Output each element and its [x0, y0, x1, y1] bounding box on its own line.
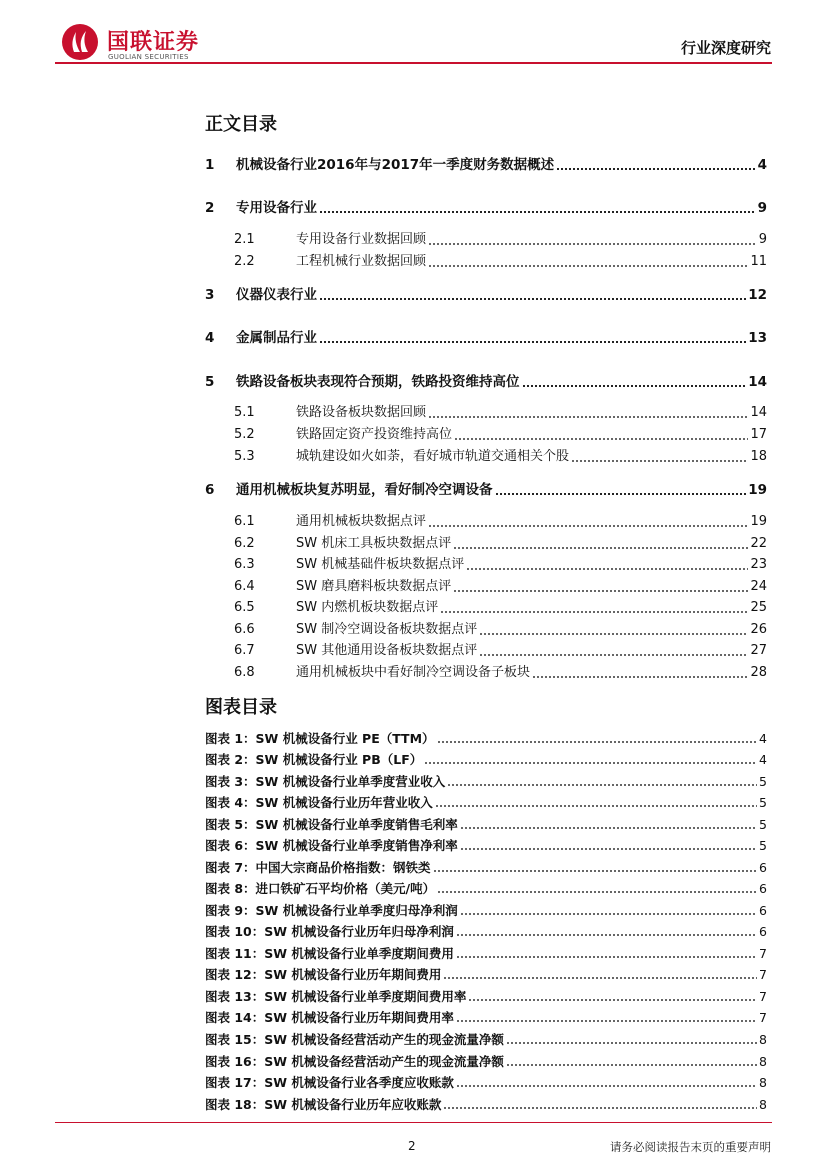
toc-entry-title: 仪器仪表行业 [236, 287, 317, 303]
figure-entry-page: 7 [759, 967, 767, 982]
dot-leader [319, 211, 756, 213]
toc-entry-number: 6.2 [234, 536, 255, 551]
toc-entry-number: 6.1 [234, 514, 255, 529]
figure-list-entry[interactable] [205, 774, 767, 789]
toc-entry-title: SW 制冷空调设备板块数据点评 [296, 622, 478, 637]
figure-list-entry[interactable] [205, 752, 767, 767]
toc-chapter-entry[interactable] [205, 287, 767, 303]
dot-leader [443, 1107, 757, 1109]
toc-entry-title: 铁路设备板块表现符合预期，铁路投资维持高位 [236, 374, 520, 390]
toc-section-entry[interactable] [205, 405, 767, 421]
figure-entry-page: 8 [759, 1097, 767, 1112]
toc-entry-page: 14 [748, 374, 767, 390]
figure-entry-title: 图表 18：SW 机械设备行业历年应收账款 [205, 1097, 442, 1112]
toc-entry-number: 4 [205, 330, 215, 346]
toc-entry-page: 12 [748, 287, 767, 303]
toc-entry-number: 6 [205, 482, 215, 498]
figure-entry-page: 6 [759, 881, 767, 896]
figure-entry-title: 图表 13：SW 机械设备行业单季度期间费用率 [205, 989, 467, 1004]
toc-entry-number: 5.1 [234, 405, 255, 420]
dot-leader [453, 590, 748, 592]
toc-entry-number: 2 [205, 200, 215, 216]
toc-entry-page: 19 [748, 482, 767, 498]
toc-entry-number: 5.2 [234, 427, 255, 442]
dot-leader [460, 827, 757, 829]
toc-entry-number: 6.8 [234, 665, 255, 680]
dot-leader [479, 633, 748, 635]
toc-section-entry[interactable] [205, 449, 767, 465]
toc-entry-title: 专用设备行业 [236, 200, 317, 216]
dot-leader [460, 913, 757, 915]
toc-entry-page: 28 [750, 665, 767, 680]
toc-entry-title: 通用机械板块中看好制冷空调设备子板块 [296, 665, 531, 680]
toc-section-entry[interactable] [205, 254, 767, 270]
figure-entry-page: 5 [759, 838, 767, 853]
toc-entry-page: 23 [750, 557, 767, 572]
figure-entry-title: 图表 4：SW 机械设备行业历年营业收入 [205, 795, 433, 810]
figure-entry-page: 5 [759, 795, 767, 810]
figure-entry-title: 图表 14：SW 机械设备行业历年期间费用率 [205, 1010, 454, 1025]
toc-entry-number: 6.6 [234, 622, 255, 637]
toc-entry-page: 27 [750, 643, 767, 658]
figure-entry-page: 7 [759, 989, 767, 1004]
toc-chapter-entry[interactable] [205, 157, 767, 173]
toc-chapter-entry[interactable] [205, 374, 767, 390]
dot-leader [319, 341, 746, 343]
toc-section-entry[interactable] [205, 557, 767, 573]
toc-entry-title: 通用机械板块数据点评 [296, 514, 427, 529]
figure-entry-page: 4 [759, 731, 767, 746]
figure-entry-title: 图表 17：SW 机械设备行业各季度应收账款 [205, 1075, 454, 1090]
page-header [0, 0, 827, 70]
dot-leader [495, 493, 747, 495]
toc-entry-page: 19 [750, 514, 767, 529]
toc-section-entry[interactable] [205, 622, 767, 638]
toc-entry-page: 22 [750, 536, 767, 551]
toc-entry-number: 2.2 [234, 254, 255, 269]
toc-entry-title: 铁路设备板块数据回顾 [296, 405, 427, 420]
dot-leader [437, 891, 757, 893]
toc-entry-number: 6.4 [234, 579, 255, 594]
dot-leader [556, 168, 755, 170]
brand-logo [55, 18, 255, 66]
figure-entry-page: 6 [759, 924, 767, 939]
brand-name-cn: 国联证券 [107, 30, 200, 55]
dot-leader [532, 676, 748, 678]
toc-entry-page: 18 [750, 449, 767, 464]
toc-entry-number: 6.5 [234, 600, 255, 615]
toc-entry-title: SW 机械基础件板块数据点评 [296, 557, 465, 572]
toc-entry-number: 6.7 [234, 643, 255, 658]
dot-leader [319, 298, 746, 300]
figure-list-entry[interactable] [205, 817, 767, 832]
guolian-logo-icon [60, 22, 100, 62]
dot-leader [437, 741, 758, 743]
figure-list-entry[interactable] [205, 795, 767, 810]
figure-entry-page: 8 [759, 1054, 767, 1069]
dot-leader [424, 762, 757, 764]
dot-leader [453, 547, 748, 549]
dot-leader [428, 265, 748, 267]
figure-entry-title: 图表 15：SW 机械设备经营活动产生的现金流量净额 [205, 1032, 504, 1047]
figure-list-entry[interactable] [205, 924, 767, 939]
dot-leader [456, 934, 757, 936]
figure-list-entry[interactable] [205, 1075, 767, 1090]
toc-section-entry[interactable] [205, 643, 767, 659]
figure-list-entry[interactable] [205, 860, 767, 875]
toc-chapter-entry[interactable] [205, 482, 767, 498]
disclaimer: 请务必阅读报告末页的重要声明 [610, 1140, 771, 1154]
figure-entry-title: 图表 1：SW 机械设备行业 PE（TTM） [205, 731, 435, 746]
dot-leader [443, 977, 757, 979]
dot-leader [506, 1064, 757, 1066]
toc-entry-number: 2.1 [234, 232, 255, 247]
figure-entry-title: 图表 11：SW 机械设备行业单季度期间费用 [205, 946, 454, 961]
figure-entry-page: 7 [759, 1010, 767, 1025]
dot-leader [428, 243, 757, 245]
toc-section-entry[interactable] [205, 536, 767, 552]
figure-list-entry[interactable] [205, 946, 767, 961]
figure-entry-title: 图表 7：中国大宗商品价格指数：钢铁类 [205, 860, 431, 875]
brand-name-en: GUOLIAN SECURITIES [108, 53, 189, 61]
toc-entry-title: SW 机床工具板块数据点评 [296, 536, 452, 551]
toc-entry-page: 25 [750, 600, 767, 615]
dot-leader [433, 870, 757, 872]
dot-leader [440, 611, 748, 613]
toc-entry-page: 24 [750, 579, 767, 594]
figure-entry-title: 图表 12：SW 机械设备行业历年期间费用 [205, 967, 442, 982]
toc-entry-page: 17 [750, 427, 767, 442]
toc-entry-title: 工程机械行业数据回顾 [296, 254, 427, 269]
figure-entry-title: 图表 3：SW 机械设备行业单季度营业收入 [205, 774, 446, 789]
figure-entry-title: 图表 8：进口铁矿石平均价格（美元/吨） [205, 881, 436, 896]
toc-entry-page: 9 [758, 232, 767, 247]
dot-leader [506, 1042, 757, 1044]
dot-leader [428, 525, 748, 527]
toc-entry-page: 11 [750, 254, 767, 269]
figures-heading: 图表目录 [205, 697, 277, 718]
toc-section-entry[interactable] [205, 665, 767, 681]
toc-entry-title: SW 磨具磨料板块数据点评 [296, 579, 452, 594]
dot-leader [456, 956, 757, 958]
toc-entry-page: 4 [757, 157, 767, 173]
toc-entry-number: 5 [205, 374, 215, 390]
toc-heading: 正文目录 [205, 114, 277, 135]
toc-section-entry[interactable] [205, 232, 767, 248]
dot-leader [447, 784, 757, 786]
toc-entry-title: 城轨建设如火如荼，看好城市轨道交通相关个股 [296, 449, 570, 464]
dot-leader [435, 805, 757, 807]
toc-section-entry[interactable] [205, 427, 767, 443]
figure-entry-page: 4 [759, 752, 767, 767]
toc-chapter-entry[interactable] [205, 200, 767, 216]
figure-list-entry[interactable] [205, 1032, 767, 1047]
toc-entry-title: 通用机械板块复苏明显，看好制冷空调设备 [236, 482, 493, 498]
figure-list-entry[interactable] [205, 989, 767, 1004]
figure-entry-page: 6 [759, 903, 767, 918]
toc-entry-number: 1 [205, 157, 215, 173]
toc-entry-title: 金属制品行业 [236, 330, 317, 346]
figure-entry-page: 8 [759, 1075, 767, 1090]
footer-divider [55, 1122, 772, 1123]
document-type: 行业深度研究 [680, 39, 771, 57]
dot-leader [468, 999, 757, 1001]
dot-leader [456, 1020, 757, 1022]
figure-list-entry[interactable] [205, 1097, 767, 1112]
toc-entry-title: SW 其他通用设备板块数据点评 [296, 643, 478, 658]
figure-list-entry[interactable] [205, 903, 767, 918]
toc-entry-page: 9 [757, 200, 767, 216]
figure-entry-title: 图表 6：SW 机械设备行业单季度销售净利率 [205, 838, 458, 853]
figure-list-entry[interactable] [205, 1010, 767, 1025]
toc-entry-page: 13 [748, 330, 767, 346]
toc-section-entry[interactable] [205, 600, 767, 616]
figure-entry-title: 图表 5：SW 机械设备行业单季度销售毛利率 [205, 817, 458, 832]
toc-entry-number: 3 [205, 287, 215, 303]
dot-leader [454, 438, 748, 440]
toc-entry-title: 机械设备行业2016年与2017年一季度财务数据概述 [236, 157, 555, 173]
figure-entry-page: 6 [759, 860, 767, 875]
figure-list-entry[interactable] [205, 1054, 767, 1069]
figure-entry-title: 图表 16：SW 机械设备经营活动产生的现金流量净额 [205, 1054, 504, 1069]
figure-entry-page: 5 [759, 774, 767, 789]
figure-entry-title: 图表 9：SW 机械设备行业单季度归母净利润 [205, 903, 458, 918]
dot-leader [460, 848, 757, 850]
page-number: 2 [408, 1139, 416, 1153]
dot-leader [479, 654, 748, 656]
figure-list-entry[interactable] [205, 967, 767, 982]
dot-leader [456, 1085, 757, 1087]
dot-leader [522, 385, 747, 387]
figure-entry-title: 图表 10：SW 机械设备行业历年归母净利润 [205, 924, 454, 939]
toc-entry-title: SW 内燃机板块数据点评 [296, 600, 439, 615]
toc-section-entry[interactable] [205, 514, 767, 530]
toc-entry-number: 5.3 [234, 449, 255, 464]
figure-list-entry[interactable] [205, 881, 767, 896]
toc-section-entry[interactable] [205, 579, 767, 595]
toc-entry-page: 14 [750, 405, 767, 420]
toc-chapter-entry[interactable] [205, 330, 767, 346]
toc-entry-page: 26 [750, 622, 767, 637]
toc-entry-title: 铁路固定资产投资维持高位 [296, 427, 453, 442]
toc-entry-title: 专用设备行业数据回顾 [296, 232, 427, 247]
figure-list-entry[interactable] [205, 838, 767, 853]
figure-entry-page: 8 [759, 1032, 767, 1047]
figure-list-entry[interactable] [205, 731, 767, 746]
header-divider [55, 62, 772, 64]
dot-leader [466, 568, 748, 570]
figure-entry-title: 图表 2：SW 机械设备行业 PB（LF） [205, 752, 423, 767]
toc-entry-number: 6.3 [234, 557, 255, 572]
dot-leader [428, 416, 748, 418]
figure-entry-page: 7 [759, 946, 767, 961]
dot-leader [571, 460, 748, 462]
figure-entry-page: 5 [759, 817, 767, 832]
